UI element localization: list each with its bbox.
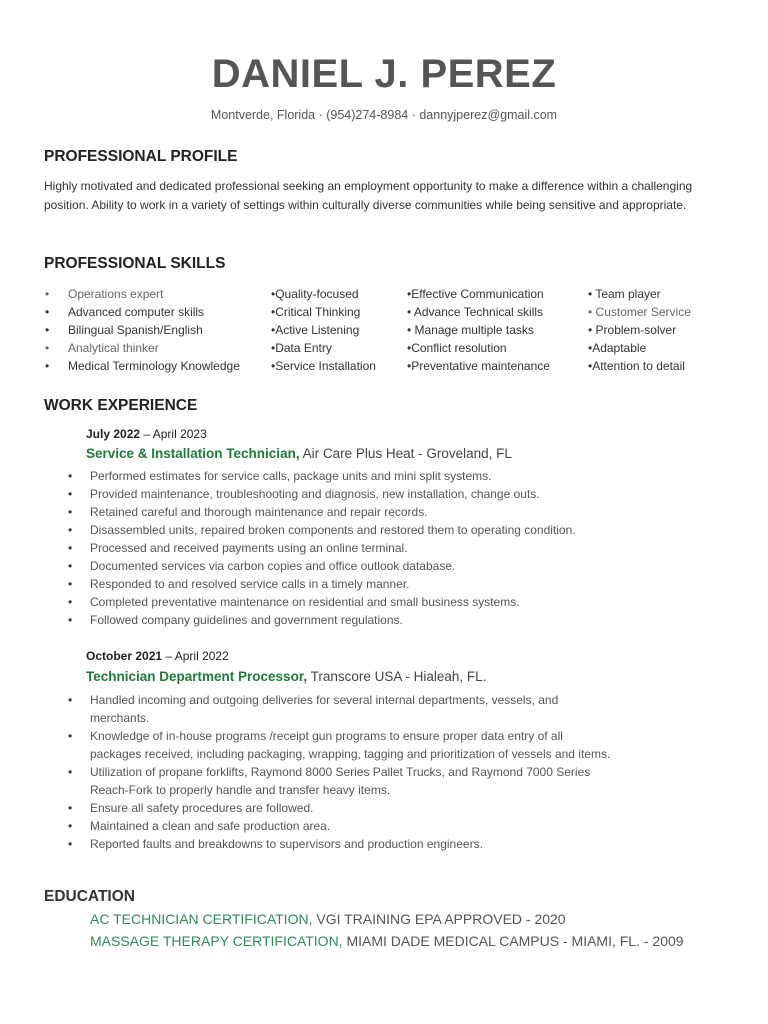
job-bullets	[68, 691, 615, 853]
skill-item: • Advanced computer skills	[45, 303, 240, 321]
skills-column-4	[588, 285, 691, 375]
job-company: Air Care Plus Heat - Groveland, FL	[299, 446, 512, 461]
skill-item: • Customer Service	[588, 305, 691, 319]
skill-item: • Advance Technical skills	[407, 305, 544, 319]
list-item: • Utilization of propane forklifts, Raymond 8000 Series Pallet Trucks, and Raymond 7000 Series Reach-Fork to properly handle and transfer heavy items.	[68, 765, 591, 797]
job-date-end: – April 2023	[140, 427, 207, 441]
job-title-line	[86, 669, 486, 684]
skill-item: •Active Listening	[271, 323, 360, 337]
list-item: • Maintained a clean and safe production area.	[68, 819, 331, 833]
skill-item: •Adaptable	[588, 341, 647, 355]
list-item: • Followed company guidelines and government regulations.	[68, 613, 403, 627]
list-item: • Processed and received payments using an online terminal.	[68, 541, 408, 555]
list-item: • Reported faults and breakdowns to supervisors and production engineers.	[68, 837, 483, 851]
contact-line: Montverde, Florida · (954)274-8984 · dannyjperez@gmail.com	[210, 108, 558, 122]
list-item: • Provided maintenance, troubleshooting and diagnosis, new installation, change outs.	[68, 487, 540, 501]
list-item: • Knowledge of in-house programs /receipt gun programs to ensure proper data entry of all packages received, including packaging, wrapping, tagging and prioritization of vessels and items.	[68, 729, 611, 761]
skills-column-1	[45, 285, 240, 375]
skill-item: • Problem-solver	[588, 323, 677, 337]
education-detail: VGI TRAINING EPA APPROVED - 2020	[312, 911, 566, 927]
job-title: Service & Installation Technician,	[86, 446, 300, 461]
list-item: • Responded to and resolved service calls in a timely manner.	[68, 577, 410, 591]
job-date-start: October 2021	[86, 649, 163, 663]
skill-item: •Critical Thinking	[271, 305, 361, 319]
education-cert: AC TECHNICIAN CERTIFICATION,	[90, 911, 313, 927]
skill-item: • Analytical thinker	[45, 339, 240, 357]
education-item	[90, 911, 566, 927]
education-heading: EDUCATION	[44, 888, 135, 905]
experience-heading: WORK EXPERIENCE	[44, 397, 198, 414]
education-item	[90, 933, 684, 949]
skill-item: •Preventative maintenance	[407, 359, 550, 373]
job-date	[86, 427, 207, 441]
skill-item: •Conflict resolution	[407, 341, 507, 355]
skill-item: • Bilingual Spanish/English	[45, 321, 240, 339]
list-item: • Completed preventative maintenance on residential and small business systems.	[68, 595, 520, 609]
list-item: • Retained careful and thorough maintenance and repair records.	[68, 505, 428, 519]
skill-item: • Operations expert	[45, 285, 240, 303]
job-company: Transcore USA - Hialeah, FL.	[307, 669, 487, 684]
job-title-line	[86, 446, 512, 461]
skill-item: •Service Installation	[271, 359, 376, 373]
skill-item: • Team player	[588, 287, 661, 301]
skill-item: • Manage multiple tasks	[407, 323, 534, 337]
skill-item: •Effective Communication	[407, 287, 544, 301]
list-item: • Performed estimates for service calls, package units and mini split systems.	[68, 469, 492, 483]
job-date	[86, 649, 229, 663]
list-item: • Documented services via carbon copies and office outlook database.	[68, 559, 456, 573]
skill-item: •Quality-focused	[271, 287, 359, 301]
list-item: • Ensure all safety procedures are followed.	[68, 801, 314, 815]
job-bullets	[68, 467, 630, 629]
skills-column-2	[271, 285, 376, 375]
profile-heading: PROFESSIONAL PROFILE	[44, 148, 238, 165]
skill-item: •Attention to detail	[588, 359, 685, 373]
skills-column-3	[407, 285, 550, 375]
education-cert: MASSAGE THERAPY CERTIFICATION,	[90, 933, 343, 949]
skill-item: •Data Entry	[271, 341, 332, 355]
list-item: • Handled incoming and outgoing deliveries for several internal departments, vessels, and merchants.	[68, 693, 559, 725]
job-date-end: – April 2022	[162, 649, 229, 663]
education-detail: MIAMI DADE MEDICAL CAMPUS - MIAMI, FL. - 2009	[342, 933, 684, 949]
profile-text: Highly motivated and dedicated professional seeking an employment opportunity to make a difference within a challenging position. Ability to work in a variety of settings within culturally diverse communities while being sensitive and appropriate.	[44, 179, 693, 212]
job-title: Technician Department Processor,	[86, 669, 308, 684]
skills-heading: PROFESSIONAL SKILLS	[44, 255, 226, 272]
list-item: • Disassembled units, repaired broken components and restored them to operating condition.	[68, 523, 576, 537]
skill-item: • Medical Terminology Knowledge	[45, 357, 240, 375]
candidate-name: DANIEL J. PEREZ	[211, 52, 557, 96]
job-date-start: July 2022	[86, 427, 141, 441]
